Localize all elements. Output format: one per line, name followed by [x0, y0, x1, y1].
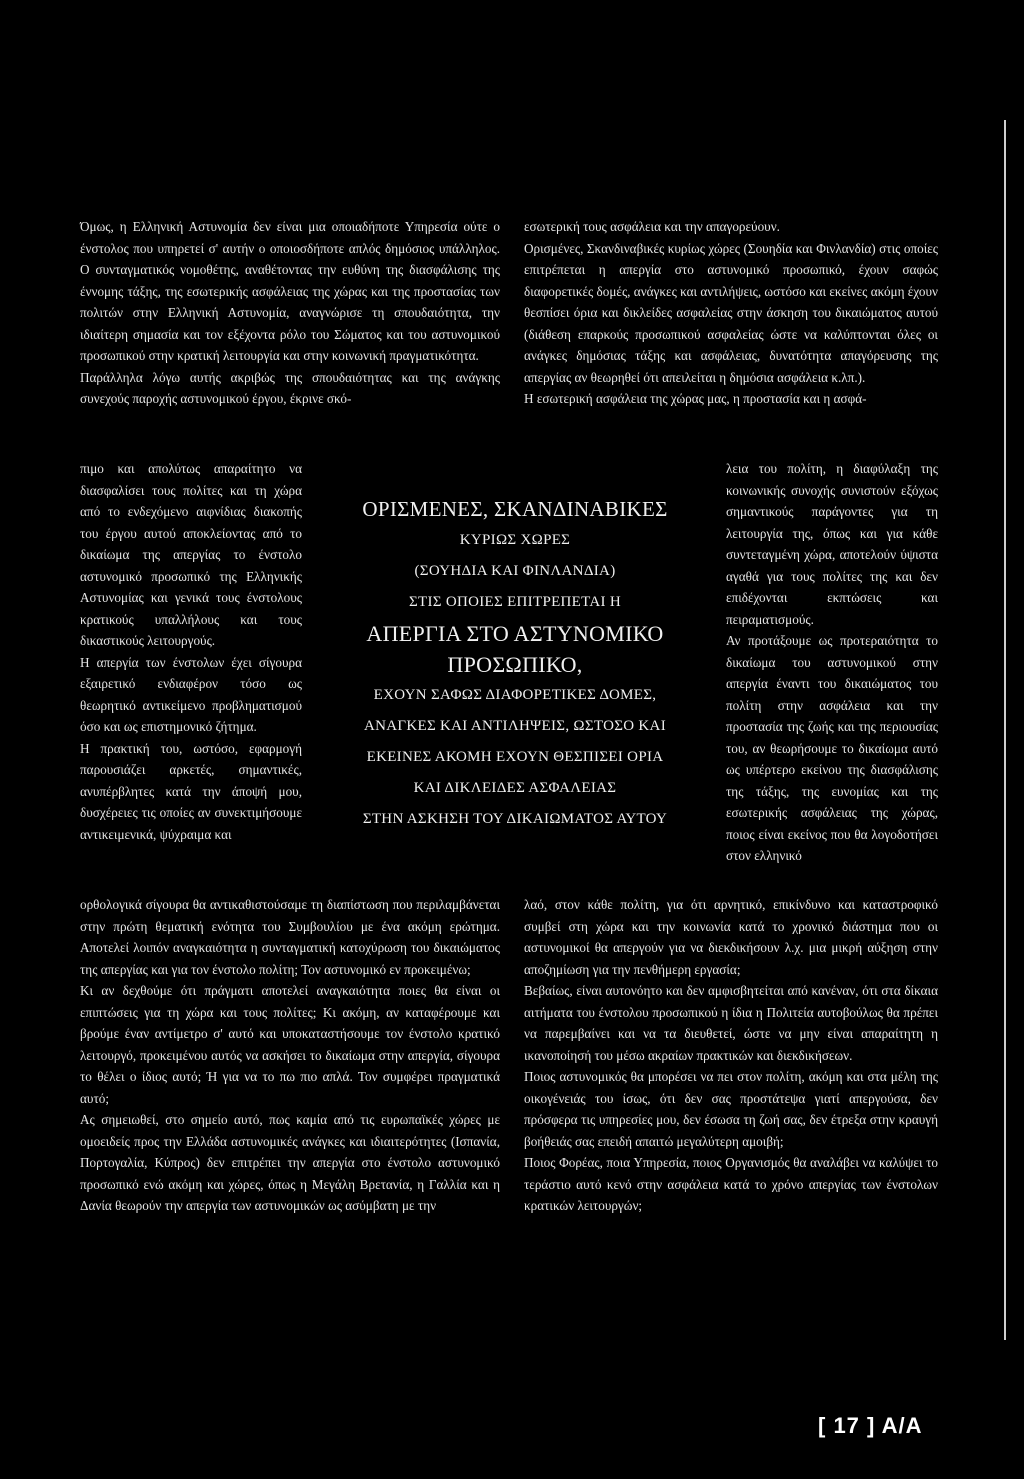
article-left-narrow: [80, 458, 302, 845]
pull-quote-line: (ΣΟΥΗΔΙΑ ΚΑΙ ΦΙΝΛΑΝΔΙΑ): [414, 563, 616, 579]
pull-quote-line: ΑΝΑΓΚΕΣ ΚΑΙ ΑΝΤΙΛΗΨΕΙΣ, ΩΣΤΟΣΟ ΚΑΙ: [364, 718, 666, 734]
paragraph: Κι αν δεχθούμε ότι πράγματι αποτελεί αναγκαιότητα ποιες θα είναι οι επιπτώσεις για τη χώρα και τους πολίτες; Κι ακόμη, αν καταφέρουμε και βρούμε έναν αντίμετρο σ' αυτό και υποκαταστήσουμε τον ένστολο κρατικό λειτουργό, προκειμένου αυτός να ασκήσει το δικαίωμα στην απεργία, σίγουρα το θέλει ο ίδιος αυτό; Ή για να το πω πιο απλά. Τον συμφέρει πραγματικά αυτό;: [80, 983, 500, 1106]
paragraph: Η εσωτερική ασφάλεια της χώρας μας, η προστασία και η ασφά-: [524, 391, 867, 406]
pull-quote-line: ΕΧΟΥΝ ΣΑΦΩΣ ΔΙΑΦΟΡΕΤΙΚΕΣ ΔΟΜΕΣ,: [373, 687, 657, 703]
paragraph: ορθολογικά σίγουρα θα αντικαθιστούσαμε τη διαπίστωση που περιλαμβάνεται στην πρώτη θεματική ενότητα του Συμβουλίου με ένα ακόμη ερώτημα. Αποτελεί λοιπόν αναγκαιότητα η συνταγματική κατοχύρωση του δικαιώματος της απεργίας και για τον ένστολο πολίτη; Τον αστυνομικό εν προκειμένω;: [80, 897, 500, 977]
article-left-top: [80, 216, 500, 410]
paragraph: εσωτερική τους ασφάλεια και την απαγορεύουν.: [524, 219, 780, 234]
article-right-bottom: [524, 894, 938, 1217]
paragraph: Ποιος Φορέας, ποια Υπηρεσία, ποιος Οργανισμός θα αναλάβει να καλύψει το τεράστιο αυτό κενό στην ασφάλεια κατά το χρόνο απεργίας των ένστολων κρατικών λειτουργών;: [524, 1155, 938, 1213]
pull-quote-line: ΟΡΙΣΜΕΝΕΣ, ΣΚΑΝΔΙΝΑΒΙΚΕΣ: [362, 497, 668, 521]
pull-quote-line: ΣΤΙΣ ΟΠΟΙΕΣ ΕΠΙΤΡΕΠΕΤΑΙ Η: [408, 594, 622, 610]
paragraph: Παράλληλα λόγω αυτής ακριβώς της σπουδαιότητας και της ανάγκης συνεχούς παροχής αστυνομικού έργου, έκρινε σκό-: [80, 369, 500, 406]
paragraph: Η πρακτική του, ωστόσο, εφαρμογή παρουσιάζει αρκετές, σημαντικές, ανυπέρβλητες κατά την άποψή μου, δυσχέρειες τις οποίες αν συνεκτιμήσουμε αντικειμενικά, ψύχραιμα και: [80, 740, 302, 842]
page-edge-rule: [1004, 120, 1006, 1340]
pull-quote-line: ΣΤΗΝ ΑΣΚΗΣΗ ΤΟΥ ΔΙΚΑΙΩΜΑΤΟΣ ΑΥΤΟΥ: [362, 811, 668, 827]
paragraph: πιμο και απολύτως απαραίτητο να διασφαλίσει τους πολίτες και τη χώρα από το ενδεχόμενο αιφνίδιας διακοπής του έργου αυτού αποκλείοντας από το δικαίωμα της απεργίας το ένστολο αστυνομικό προσωπικό της Ελληνικής Αστυνομίας και γενικά τους ένστολους κρατικούς υπαλλήλους και τους δικαστικούς λειτουργούς.: [80, 461, 302, 648]
pull-quote-line: ΕΚΕΙΝΕΣ ΑΚΟΜΗ ΕΧΟΥΝ ΘΕΣΠΙΣΕΙ ΟΡΙΑ: [366, 749, 664, 765]
paragraph: λεια του πολίτη, η διαφύλαξη της κοινωνικής συνοχής συνιστούν εξόχως σημαντικούς παράγοντες για τη λειτουργία της, όπως και για κάθε συντεταγμένη χώρα, αποτελούν ύψιστα αγαθά για τους πολίτες της και δεν επιδέχονται εκπτώσεις και πειραματισμούς.: [726, 461, 938, 627]
pull-quote-line: ΑΠΕΡΓΙΑ ΣΤΟ ΑΣΤΥΝΟΜΙΚΟ ΠΡΟΣΩΠΙΚΟ,: [366, 621, 664, 677]
pull-quote-line: ΚΑΙ ΔΙΚΛΕΙΔΕΣ ΑΣΦΑΛΕΙΑΣ: [413, 780, 617, 796]
article-right-top: [524, 216, 938, 410]
paragraph: Όμως, η Ελληνική Αστυνομία δεν είναι μια οποιαδήποτε Υπηρεσία ούτε ο ένστολος που υπηρετεί σ' αυτήν ο οποιοσδήποτε απλός δημόσιος υπάλληλος. Ο συνταγματικός νομοθέτης, αναθέτοντας την ευθύνη της διασφάλισης της έννομης τάξης, της εσωτερικής ασφάλειας της χώρας και της προστασίας των πολιτών στην Ελληνική Αστυνομία, αναγνώρισε τη σπουδαιότητα, την ιδιαίτερη σημασία και τον εξέχοντα ρόλο του Σώματος και του αστυνομικού προσωπικού στην κρατική λειτουργία και στην κοινωνική πραγματικότητα.: [80, 219, 500, 363]
paragraph: Βεβαίως, είναι αυτονόητο και δεν αμφισβητείται από κανέναν, ότι στα δίκαια αιτήματα του ένστολου προσωπικού η ίδια η Πολιτεία αυτοβούλως θα πρέπει να παρεμβαίνει και να τα διευθετεί, ώστε να μην είναι απαραίτητη η ικανοποίησή του μέσω ακραίων πρακτικών και διεκδικήσεων.: [524, 983, 938, 1063]
paragraph: Ορισμένες, Σκανδιναβικές κυρίως χώρες (Σουηδία και Φινλανδία) στις οποίες επιτρέπεται η απεργία στο αστυνομικό προσωπικό, έχουν σαφώς διαφορετικές δομές, ανάγκες και αντιλήψεις, ωστόσο και εκείνες ακόμη έχουν θεσπίσει όρια και δικλείδες ασφαλείας στην άσκηση του δικαιώματος αυτού (διάθεση επαρκούς προσωπικού ασφαλείας ώστε να καλύπτονται όλες οι ανάγκες δημόσιας τάξης και ασφάλειας, δυνατότητα απαγόρευσης της απεργίας αν θεωρηθεί ότι απειλείται η δημόσια ασφάλεια κ.λπ.).: [524, 240, 938, 385]
paragraph: Ποιος αστυνομικός θα μπορέσει να πει στον πολίτη, ακόμη και στα μέλη της οικογένειάς του ίσως, ότι δεν σας προστάτεψα γιατί απεργούσα, δεν πρόσφερα τις υπηρεσίες μου, δεν έσωσα τη ζωή σας, δεν έτρεξα στην κραυγή βοήθειάς σας επειδή απαιτώ μεγαλύτερη αμοιβή;: [524, 1069, 938, 1149]
article-left-bottom: [80, 894, 500, 1217]
paragraph: λαό, στον κάθε πολίτη, για ότι αρνητικό, επικίνδυνο και καταστροφικό συμβεί στη χώρα και την κοινωνία κατά το χρονικό διάστημα που οι αστυνομικοί θα απεργούν για να διεκδικήσουν λ.χ. μια μικρή αύξηση στην αποζημίωση για την πενθήμερη εργασία;: [524, 897, 938, 977]
article-right-narrow: [726, 458, 938, 867]
pull-quote-line: ΚΥΡΙΩΣ ΧΩΡΕΣ: [459, 532, 571, 548]
paragraph: Αν προτάξουμε ως προτεραιότητα το δικαίωμα του αστυνομικού στην απεργία έναντι του δικαιώματος του πολίτη στην ασφάλεια και την προστασία της ζωής και της περιουσίας του, αν θεωρήσουμε το δικαίωμα αυτό ως υπέρτερο εκείνου της διασφάλισης της τάξης, της ευνομίας και της εσωτερικής ασφάλειας της χώρας, ποιος είναι εκείνος που θα λογοδοτήσει στον ελληνικό: [726, 633, 938, 863]
pull-quote: [312, 494, 718, 835]
paragraph: Ας σημειωθεί, στο σημείο αυτό, πως καμία από τις ευρωπαϊκές χώρες με ομοειδείς προς την Ελλάδα αστυνομικές ανάγκες και ιδιαιτερότητες (Ισπανία, Πορτογαλία, Κύπρος) δεν επιτρέπει την απεργία στο ένστολο αστυνομικό προσωπικό ενώ ακόμη και χώρες, όπως η Μεγάλη Βρετανία, η Γαλλία και η Δανία θεωρούν την απεργία των αστυνομικών ως ασύμβατη με την: [80, 1112, 500, 1213]
page-number-footer: [ 17 ] Α/Α: [818, 1413, 923, 1438]
paragraph: Η απεργία των ένστολων έχει σίγουρα εξαιρετικό ενδιαφέρον τόσο ως θεωρητικό αντικείμενο προβληματισμού όσο και ως επιστημονικό ζήτημα.: [80, 654, 302, 734]
